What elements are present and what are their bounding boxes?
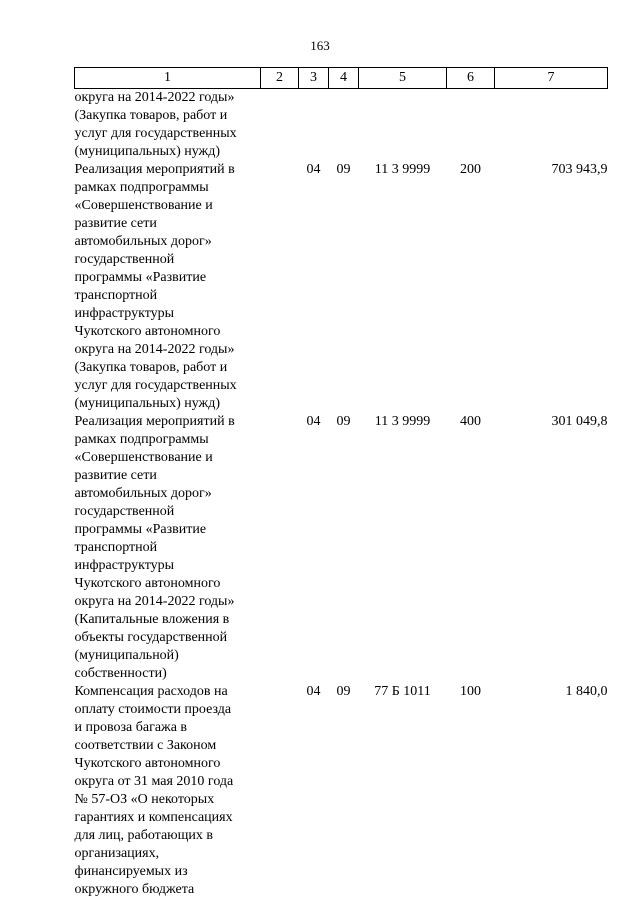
row-amount: [495, 89, 608, 162]
row-name-line: Компенсация расходов на: [74, 684, 228, 699]
row-subsection-code: 09: [336, 162, 351, 177]
row-name-cell: [75, 89, 261, 162]
row-name-line: гарантиях и компенсациях: [74, 810, 233, 825]
row-name-line: № 57-ОЗ «О некоторых: [74, 792, 215, 807]
row-name-line: округа на 2014-2022 годы»: [74, 594, 235, 609]
row-name-line: Реализация мероприятий в: [74, 414, 235, 429]
row-name-line: Чукотского автономного: [74, 576, 221, 591]
row-name-cell: [75, 413, 261, 683]
row-name-line: «Совершенствование и: [74, 198, 213, 213]
row-name-line: округа на 2014-2022 годы»: [74, 342, 235, 357]
table-row: [75, 683, 608, 899]
row-name-line: оплату стоимости проезда: [74, 702, 232, 717]
row-name-line: инфраструктуры: [74, 558, 175, 573]
row-amount: 703 943,9: [551, 162, 608, 177]
table-header: [75, 68, 608, 89]
row-name-line: округа от 31 мая 2010 года: [74, 774, 234, 789]
row-name-line: соответствии с Законом: [74, 738, 217, 753]
row-name-line: услуг для государственных: [74, 126, 237, 141]
row-name-line: развитие сети: [74, 216, 157, 231]
column-header-7: 7: [495, 68, 608, 89]
row-name-line: собственности): [74, 666, 167, 681]
row-expense-type-code: [447, 89, 495, 162]
row-section-code: 04: [306, 414, 321, 429]
page-number: 163: [310, 38, 330, 53]
row-name-line: (Закупка товаров, работ и: [74, 360, 228, 375]
row-name-line: услуг для государственных: [74, 378, 237, 393]
row-name-line: программы «Развитие: [74, 522, 207, 537]
row-name-line: (муниципальных) нужд): [74, 396, 221, 411]
column-header-1: 1: [75, 68, 261, 89]
row-name-line: (Закупка товаров, работ и: [74, 108, 228, 123]
row-name-line: автомобильных дорог»: [74, 486, 212, 501]
row-target-article-code: 11 3 9999: [374, 414, 431, 429]
row-name-line: Чукотского автономного: [74, 324, 221, 339]
row-target-article-code: [359, 89, 447, 162]
row-name-line: транспортной: [74, 540, 158, 555]
row-expense-type-code: 200: [460, 162, 481, 177]
row-col2-cell: [261, 161, 299, 413]
row-name-line: финансируемых из: [74, 864, 188, 879]
column-header-2: 2: [261, 68, 299, 89]
row-name-line: рамках подпрограммы: [74, 180, 209, 195]
row-expense-type-code: 400: [460, 414, 481, 429]
row-amount: 301 049,8: [551, 414, 608, 429]
row-name-cell: [75, 161, 261, 413]
row-target-article-code: 11 3 9999: [374, 162, 431, 177]
budget-table: [74, 67, 608, 899]
row-name-line: округа на 2014-2022 годы»: [74, 90, 235, 105]
row-name-cell: [75, 683, 261, 899]
row-name-line: инфраструктуры: [74, 306, 175, 321]
row-section-code: 04: [306, 684, 321, 699]
row-name-line: организациях,: [74, 846, 160, 861]
row-name-line: окружного бюджета: [74, 882, 195, 897]
table-body: [75, 89, 608, 900]
row-name-line: для лиц, работающих в: [74, 828, 214, 843]
row-col2-cell: [261, 683, 299, 899]
row-target-article-code: 77 Б 1011: [374, 684, 431, 699]
row-col2-cell: [261, 89, 299, 162]
row-expense-type-code: 100: [460, 684, 481, 699]
row-name-line: программы «Развитие: [74, 270, 207, 285]
row-subsection-code: 09: [336, 684, 351, 699]
row-name-line: Реализация мероприятий в: [74, 162, 235, 177]
table-row: [75, 89, 608, 162]
row-name-line: (муниципальных) нужд): [74, 144, 221, 159]
row-subsection-code: [329, 89, 359, 162]
row-name-line: транспортной: [74, 288, 158, 303]
header-row: [75, 68, 608, 89]
row-name-line: и провоза багажа в: [74, 720, 188, 735]
row-subsection-code: 09: [336, 414, 351, 429]
column-header-5: 5: [359, 68, 447, 89]
column-header-4: 4: [329, 68, 359, 89]
row-name-line: государственной: [74, 504, 175, 519]
row-amount: 1 840,0: [565, 684, 608, 699]
row-name-line: «Совершенствование и: [74, 450, 213, 465]
row-name-line: развитие сети: [74, 468, 157, 483]
column-header-6: 6: [447, 68, 495, 89]
row-section-code: [299, 89, 329, 162]
row-name-line: объекты государственной: [74, 630, 228, 645]
row-section-code: 04: [306, 162, 321, 177]
column-header-3: 3: [299, 68, 329, 89]
row-name-line: Чукотского автономного: [74, 756, 221, 771]
row-name-line: государственной: [74, 252, 175, 267]
row-name-line: (Капитальные вложения в: [74, 612, 230, 627]
row-name-line: автомобильных дорог»: [74, 234, 212, 249]
row-name-line: (муниципальной): [74, 648, 179, 663]
table-row: [75, 413, 608, 683]
row-col2-cell: [261, 413, 299, 683]
table-row: [75, 161, 608, 413]
row-name-line: рамках подпрограммы: [74, 432, 209, 447]
